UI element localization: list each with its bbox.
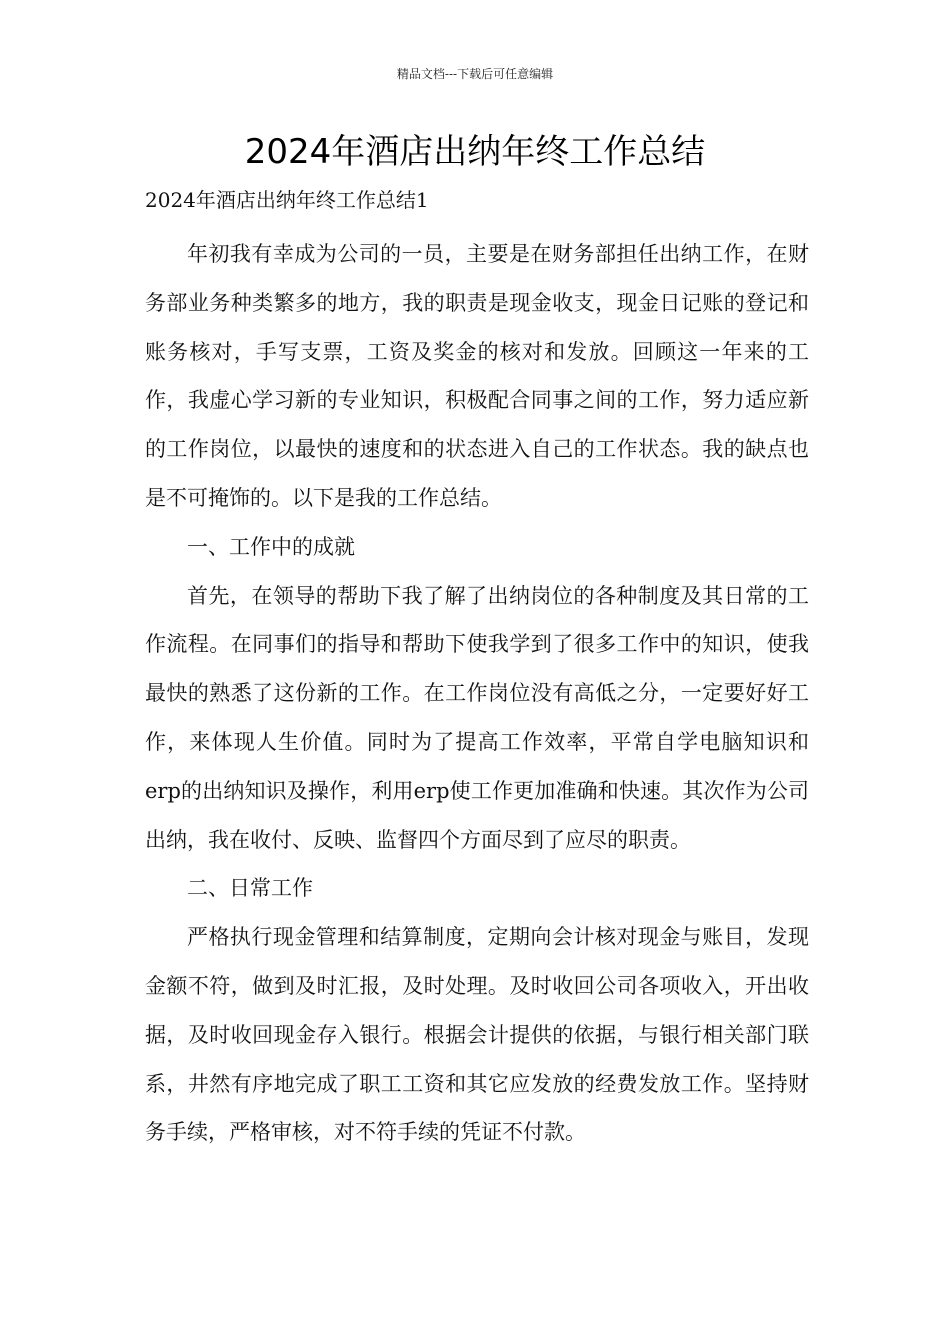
paragraph-intro: 年初我有幸成为公司的一员，主要是在财务部担任出纳工作，在财务部业务种类繁多的地方，我的职责是现金收支，现金日记账的登记和账务核对，手写支票，工资及奖金的核对和发放。回顾这一年来的工作，我虚心学习新的专业知识，积极配合同事之间的工作，努力适应新的工作岗位，以最快的速度和的状态进入自己的工作状态。我的缺点也是不可掩饰的。以下是我的工作总结。	[145, 242, 809, 510]
section-heading-achievements: 一、工作中的成就	[187, 534, 355, 559]
paragraph-daily-work: 严格执行现金管理和结算制度，定期向会计核对现金与账目，发现金额不符，做到及时汇报，及时处理。及时收回公司各项收入，开出收据，及时收回现金存入银行。根据会计提供的依据，与银行相关部门联系，井然有序地完成了职工工资和其它应发放的经费发放工作。坚持财务手续，严格审核，对不符手续的凭证不付款。	[145, 925, 809, 1145]
document-title: 2024年酒店出纳年终工作总结	[244, 132, 706, 172]
header-note: 精品文档---下载后可任意编辑	[396, 67, 554, 81]
document-subtitle: 2024年酒店出纳年终工作总结1	[145, 188, 429, 212]
section-heading-daily-work: 二、日常工作	[187, 876, 313, 901]
document-body	[145, 230, 809, 1157]
paragraph-achievements: 首先，在领导的帮助下我了解了出纳岗位的各种制度及其日常的工作流程。在同事们的指导和帮助下使我学到了很多工作中的知识，使我最快的熟悉了这份新的工作。在工作岗位没有高低之分，一定要好好工作，来体现人生价值。同时为了提高工作效率，平常自学电脑知识和erp的出纳知识及操作，利用erp使工作更加准确和快速。其次作为公司出纳，我在收付、反映、监督四个方面尽到了应尽的职责。	[145, 583, 809, 852]
